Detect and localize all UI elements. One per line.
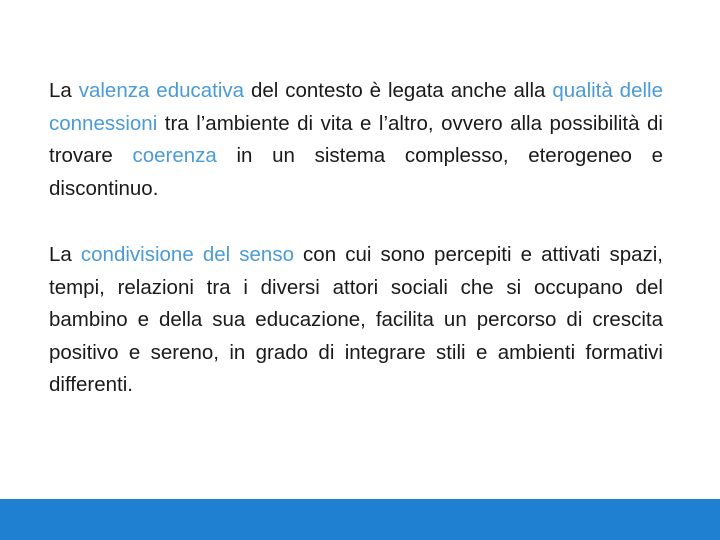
slide-body <box>49 75 663 402</box>
paragraph-1-text: La <box>49 79 79 102</box>
bottom-accent-bar <box>0 499 720 540</box>
paragraph-1-text: tra l’ambiente di vita e l’altro, ovvero alla possibilità di trovare <box>49 111 663 167</box>
highlight-coerenza: coerenza <box>132 144 217 167</box>
paragraph-1-text: del contesto è legata anche alla <box>244 79 553 102</box>
highlight-condivisione-senso: condivisione del senso <box>80 243 294 266</box>
paragraph-2-text: La <box>49 243 81 266</box>
paragraph-2 <box>49 239 663 402</box>
paragraph-1-text: in un sistema complesso, eterogeneo e discontinuo. <box>49 144 663 200</box>
paragraph-2-text: con cui sono percepiti e attivati spazi, tempi, relazioni tra i diversi attori sociali che si occupano del bambino e della sua educazione, facilita un percorso di crescita positivo e sereno, in grado di integrare stili e ambienti formativi differenti. <box>49 243 663 396</box>
paragraph-1 <box>49 75 663 205</box>
highlight-qualita-connessioni: qualità delle connessioni <box>49 79 663 135</box>
highlight-valenza-educativa: valenza educativa <box>78 79 245 102</box>
